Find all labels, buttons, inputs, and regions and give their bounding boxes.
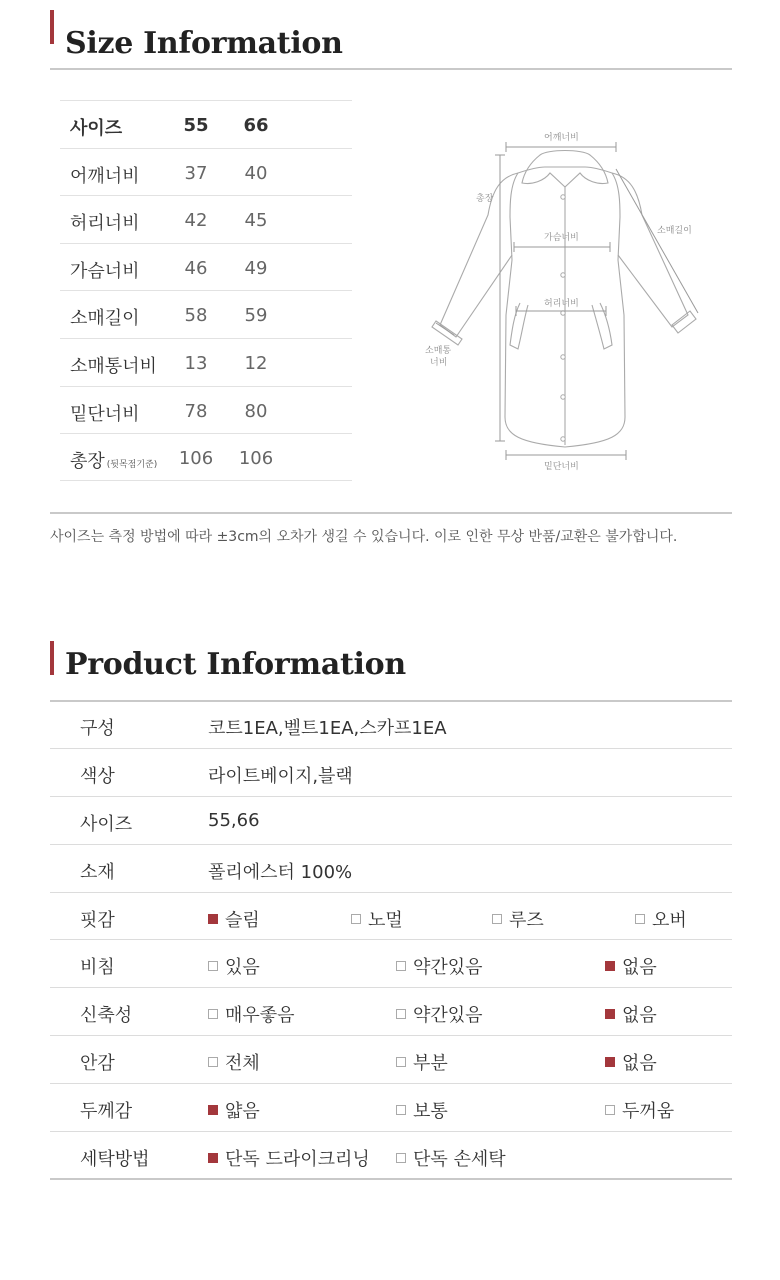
size-section-title: Size Information [65, 26, 343, 61]
option-item [605, 1097, 674, 1123]
coat-measurement-diagram [420, 125, 710, 480]
product-table [50, 701, 732, 1180]
checkbox-icon [605, 1009, 615, 1019]
product-row-label: 색상 [80, 765, 115, 787]
option-item [635, 906, 687, 932]
size-row-label-sub: (뒷목점기준) [106, 460, 158, 471]
product-row-label: 안감 [80, 1053, 115, 1075]
option-label: 약간있음 [413, 1005, 483, 1027]
option-item [605, 1001, 657, 1027]
product-row-sheerness [50, 940, 732, 988]
product-row-label: 구성 [80, 718, 115, 739]
coat-button [561, 195, 565, 199]
size-value-55: 37 [184, 162, 208, 184]
option-item [396, 953, 483, 979]
diagram-label-shoulder: 어깨너비 [544, 133, 579, 143]
size-value-55: 58 [184, 305, 208, 327]
sleeve-measure-line [616, 169, 698, 313]
size-value-55: 106 [178, 448, 214, 470]
option-label: 없음 [622, 1005, 657, 1027]
option-item [208, 906, 260, 932]
size-value-55: 13 [184, 352, 208, 374]
size-bottom-divider [50, 512, 732, 514]
product-row-label: 비침 [80, 957, 115, 979]
checkbox-icon [351, 914, 361, 924]
product-row-stretch [50, 988, 732, 1036]
checkbox-icon [208, 1153, 218, 1163]
diagram-label-hem: 밑단너비 [544, 462, 579, 472]
option-label: 매우좋음 [225, 1005, 295, 1027]
checkbox-icon [396, 1009, 406, 1019]
checkbox-icon [208, 1009, 218, 1019]
checkbox-icon [492, 914, 502, 924]
coat-cuff-left [432, 321, 462, 345]
size-value-66: 80 [244, 400, 268, 422]
option-label: 단독 손세탁 [413, 1149, 506, 1171]
option-item [492, 906, 544, 932]
size-disclaimer: 사이즈는 측정 방법에 따라 ±3cm의 오차가 생길 수 있습니다. 이로 인한 무상 반품/교환은 불가합니다. [50, 529, 678, 545]
checkbox-icon [635, 914, 645, 924]
option-label: 노멀 [368, 909, 403, 931]
coat-sleeve-right [612, 173, 688, 327]
size-row-label: 어깨너비 [70, 165, 140, 187]
size-value-66: 106 [238, 448, 274, 470]
size-row-label-text: 총장 [70, 451, 105, 473]
option-label: 두꺼움 [622, 1101, 675, 1123]
option-label: 전체 [225, 1053, 260, 1075]
size-row-waist [60, 195, 352, 243]
size-value-66: 49 [244, 257, 268, 279]
checkbox-icon [396, 1105, 406, 1115]
size-row-label: 소매통너비 [70, 355, 157, 377]
option-label: 단독 드라이크리닝 [225, 1149, 370, 1171]
product-row-fit [50, 893, 732, 941]
option-item [208, 1001, 295, 1027]
size-row-cuff-width [60, 338, 352, 386]
checkbox-icon [605, 1105, 615, 1115]
cuff-measure-line [436, 323, 454, 335]
size-value-55: 46 [184, 257, 208, 279]
product-row-color [50, 749, 732, 797]
size-table-header [60, 100, 352, 148]
product-row-label: 두께감 [80, 1101, 133, 1123]
product-section-title: Product Information [65, 647, 406, 682]
coat-pocket-left [510, 303, 528, 349]
diagram-label-cuff-1: 소매통 [425, 346, 452, 356]
size-row-shoulder [60, 148, 352, 196]
product-row-material [50, 845, 732, 893]
coat-button [561, 395, 565, 399]
size-row-chest [60, 243, 352, 291]
size-row-label: 가슴너비 [70, 260, 140, 282]
product-row-size [50, 797, 732, 845]
option-label: 있음 [225, 957, 260, 979]
size-value-55: 42 [184, 210, 208, 232]
checkbox-icon [208, 961, 218, 971]
title-accent-bar [50, 641, 54, 675]
product-section-header [50, 641, 732, 703]
size-table [60, 100, 352, 481]
product-row-value: 폴리에스터 100% [208, 861, 353, 883]
coat-cuff-right [672, 311, 696, 333]
size-row-sleeve-length [60, 290, 352, 338]
size-row-label: 밑단너비 [70, 403, 140, 425]
option-item [396, 1001, 483, 1027]
diagram-label-sleeve-length: 소매길이 [657, 226, 692, 236]
size-row-label: 소매길이 [70, 308, 140, 330]
size-row-total-length [60, 433, 352, 481]
checkbox-icon [605, 1057, 615, 1067]
option-label: 보통 [413, 1101, 448, 1123]
checkbox-icon [396, 1153, 406, 1163]
product-row-label: 사이즈 [80, 813, 133, 835]
size-row-label: 허리너비 [70, 213, 140, 235]
checkbox-icon [208, 1057, 218, 1067]
coat-button [561, 437, 565, 441]
size-header-55: 55 [183, 115, 209, 136]
option-label: 부분 [413, 1053, 448, 1075]
size-value-66: 40 [244, 162, 268, 184]
coat-pocket-right [592, 303, 612, 349]
title-accent-bar [50, 10, 54, 44]
option-label: 약간있음 [413, 957, 483, 979]
title-divider [50, 68, 732, 70]
diagram-label-cuff-2: 너비 [430, 358, 448, 368]
option-item [351, 906, 403, 932]
option-item [605, 1049, 657, 1075]
option-item [208, 1049, 260, 1075]
checkbox-icon [208, 1105, 218, 1115]
option-item [605, 953, 657, 979]
size-row-label [70, 447, 157, 473]
option-label: 루즈 [509, 909, 544, 931]
size-section-header [50, 10, 732, 72]
product-row-lining [50, 1036, 732, 1084]
checkbox-icon [208, 914, 218, 924]
option-item [208, 953, 260, 979]
option-item [396, 1145, 506, 1171]
size-header-label: 사이즈 [70, 118, 123, 139]
diagram-label-chest: 가슴너비 [544, 233, 579, 243]
product-row-label: 핏감 [80, 909, 115, 931]
product-row-label: 소재 [80, 861, 115, 883]
option-item [396, 1097, 448, 1123]
checkbox-icon [396, 961, 406, 971]
size-row-hem-width [60, 386, 352, 434]
product-row-washing [50, 1132, 732, 1180]
checkbox-icon [605, 961, 615, 971]
size-header-66: 66 [243, 115, 269, 136]
option-label: 없음 [622, 957, 657, 979]
option-label: 슬림 [225, 909, 260, 931]
product-row-thickness [50, 1084, 732, 1132]
option-item [208, 1145, 370, 1171]
coat-button [561, 355, 565, 359]
option-item [396, 1049, 448, 1075]
coat-button [561, 273, 565, 277]
diagram-label-length: 총장 [476, 194, 494, 204]
diagram-label-waist: 허리너비 [544, 299, 579, 309]
product-row-composition [50, 701, 732, 749]
product-row-value: 코트1EA,벨트1EA,스카프1EA [208, 718, 447, 739]
option-label: 오버 [652, 909, 687, 931]
product-row-label: 신축성 [80, 1005, 133, 1027]
option-label: 얇음 [225, 1101, 260, 1123]
product-row-value: 55,66 [208, 809, 260, 831]
product-row-value: 라이트베이지,블랙 [208, 765, 353, 787]
option-label: 없음 [622, 1053, 657, 1075]
size-value-66: 45 [244, 210, 268, 232]
product-row-label: 세탁방법 [80, 1149, 150, 1171]
size-value-55: 78 [184, 400, 208, 422]
size-value-66: 12 [244, 352, 268, 374]
option-item [208, 1097, 260, 1123]
size-value-66: 59 [244, 305, 268, 327]
checkbox-icon [396, 1057, 406, 1067]
